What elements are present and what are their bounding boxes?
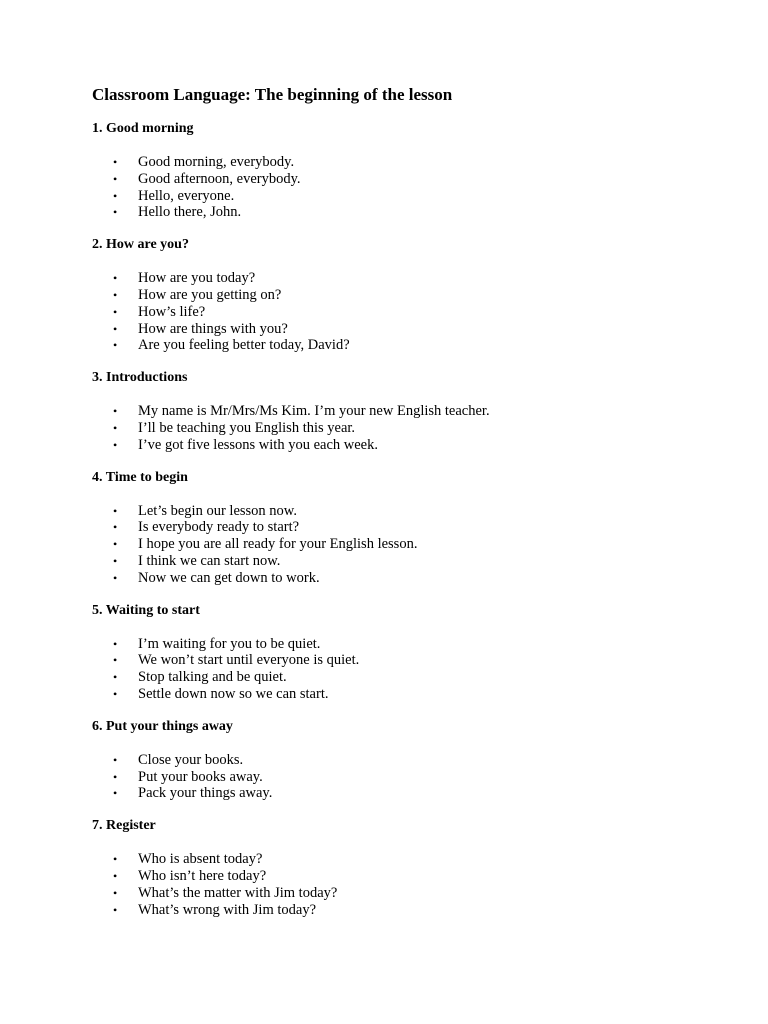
- list-item-text: How are you getting on?: [138, 286, 282, 303]
- bullet-list: [92, 636, 768, 703]
- bullet-icon: •: [113, 304, 118, 319]
- list-item-text: We won’t start until everyone is quiet.: [138, 652, 360, 669]
- section-2: [92, 236, 768, 354]
- bullet-icon: •: [113, 420, 118, 435]
- bullet-list: [92, 503, 768, 587]
- section-heading: 1. Good morning: [92, 121, 194, 136]
- bullet-list: [92, 154, 768, 221]
- document-title: Classroom Language: The beginning of the lesson: [92, 85, 453, 104]
- bullet-icon: •: [113, 171, 118, 186]
- list-item-text: Who isn’t here today?: [138, 867, 267, 884]
- list-item: [92, 321, 768, 338]
- list-item-text: Settle down now so we can start.: [138, 685, 329, 702]
- section-5: [92, 602, 768, 703]
- section-heading: 5. Waiting to start: [92, 602, 200, 618]
- list-item-text: Is everybody ready to start?: [138, 519, 300, 536]
- list-item-text: Hello there, John.: [138, 204, 242, 221]
- bullet-icon: •: [113, 437, 118, 452]
- list-item-text: What’s wrong with Jim today?: [138, 901, 317, 918]
- list-item: [92, 769, 768, 786]
- list-item: [92, 287, 768, 304]
- list-item: [92, 570, 768, 587]
- section-7: [92, 817, 768, 918]
- bullet-icon: •: [113, 752, 118, 767]
- list-item-text: Good afternoon, everybody.: [138, 170, 301, 187]
- list-item: [92, 337, 768, 354]
- bullet-icon: •: [113, 636, 118, 651]
- list-item: [92, 437, 768, 454]
- bullet-icon: •: [113, 503, 118, 518]
- bullet-list: [92, 752, 768, 802]
- list-item: [92, 503, 768, 520]
- list-item: [92, 885, 768, 902]
- section-6: [92, 718, 768, 802]
- list-item-text: I’m waiting for you to be quiet.: [138, 635, 321, 652]
- bullet-icon: •: [113, 155, 118, 169]
- bullet-icon: •: [113, 653, 118, 668]
- section-heading: 4. Time to begin: [92, 469, 188, 485]
- list-item-text: I’ll be teaching you English this year.: [138, 419, 356, 436]
- list-item: [92, 553, 768, 570]
- list-item: [92, 669, 768, 686]
- list-item-text: How are things with you?: [138, 320, 288, 337]
- bullet-list: [92, 851, 768, 918]
- section-heading: 6. Put your things away: [92, 718, 233, 734]
- bullet-icon: •: [113, 321, 118, 336]
- bullet-icon: •: [113, 205, 118, 220]
- bullet-icon: •: [113, 885, 118, 900]
- bullet-list: [92, 270, 768, 354]
- bullet-icon: •: [113, 902, 118, 917]
- list-item-text: Close your books.: [138, 751, 244, 768]
- list-item-text: Hello, everyone.: [138, 187, 235, 204]
- list-item-text: Good morning, everybody.: [138, 154, 295, 170]
- list-item: [92, 686, 768, 703]
- section-heading: 3. Introductions: [92, 370, 188, 386]
- bullet-icon: •: [113, 553, 118, 568]
- list-item-text: Now we can get down to work.: [138, 569, 320, 586]
- list-item: [92, 270, 768, 287]
- bullet-icon: •: [113, 570, 118, 585]
- bullet-icon: •: [113, 404, 118, 419]
- list-item-text: Put your books away.: [138, 768, 263, 785]
- list-item-text: I think we can start now.: [138, 552, 281, 569]
- list-item: [92, 204, 768, 221]
- list-item-text: I hope you are all ready for your English lesson.: [138, 536, 418, 553]
- title-block: [92, 84, 768, 106]
- bullet-icon: •: [113, 271, 118, 286]
- section-heading: 7. Register: [92, 818, 156, 834]
- bullet-icon: •: [113, 852, 118, 867]
- list-item-text: I’ve got five lessons with you each week.: [138, 436, 378, 453]
- section-1: [92, 120, 768, 221]
- bullet-icon: •: [113, 786, 118, 801]
- list-item-text: Let’s begin our lesson now.: [138, 502, 297, 519]
- list-item-text: How are you today?: [138, 270, 256, 287]
- list-item: [92, 304, 768, 321]
- bullet-icon: •: [113, 287, 118, 302]
- bullet-icon: •: [113, 188, 118, 203]
- list-item: [92, 851, 768, 868]
- list-item: [92, 519, 768, 536]
- bullet-icon: •: [113, 520, 118, 535]
- section-3: [92, 369, 768, 453]
- list-item: [92, 420, 768, 437]
- list-item: [92, 868, 768, 885]
- list-item: [92, 536, 768, 553]
- list-item-text: What’s the matter with Jim today?: [138, 884, 338, 901]
- list-item: [92, 154, 768, 171]
- bullet-icon: •: [113, 769, 118, 784]
- list-item: [92, 902, 768, 919]
- list-item-text: Stop talking and be quiet.: [138, 669, 287, 686]
- list-item: [92, 188, 768, 205]
- sections-container: [92, 120, 768, 918]
- bullet-icon: •: [113, 868, 118, 883]
- list-item-text: My name is Mr/Mrs/Ms Kim. I’m your new English teacher.: [138, 403, 490, 420]
- list-item-text: How’s life?: [138, 303, 206, 320]
- bullet-list: [92, 403, 768, 453]
- list-item: [92, 403, 768, 420]
- bullet-icon: •: [113, 338, 118, 353]
- bullet-icon: •: [113, 670, 118, 685]
- list-item: [92, 636, 768, 653]
- list-item: [92, 171, 768, 188]
- bullet-icon: •: [113, 686, 118, 701]
- list-item: [92, 785, 768, 802]
- section-heading: 2. How are you?: [92, 237, 189, 253]
- list-item: [92, 652, 768, 669]
- list-item-text: Pack your things away.: [138, 785, 273, 802]
- list-item-text: Are you feeling better today, David?: [138, 337, 350, 354]
- section-4: [92, 469, 768, 587]
- list-item-text: Who is absent today?: [138, 851, 263, 868]
- bullet-icon: •: [113, 537, 118, 552]
- list-item: [92, 752, 768, 769]
